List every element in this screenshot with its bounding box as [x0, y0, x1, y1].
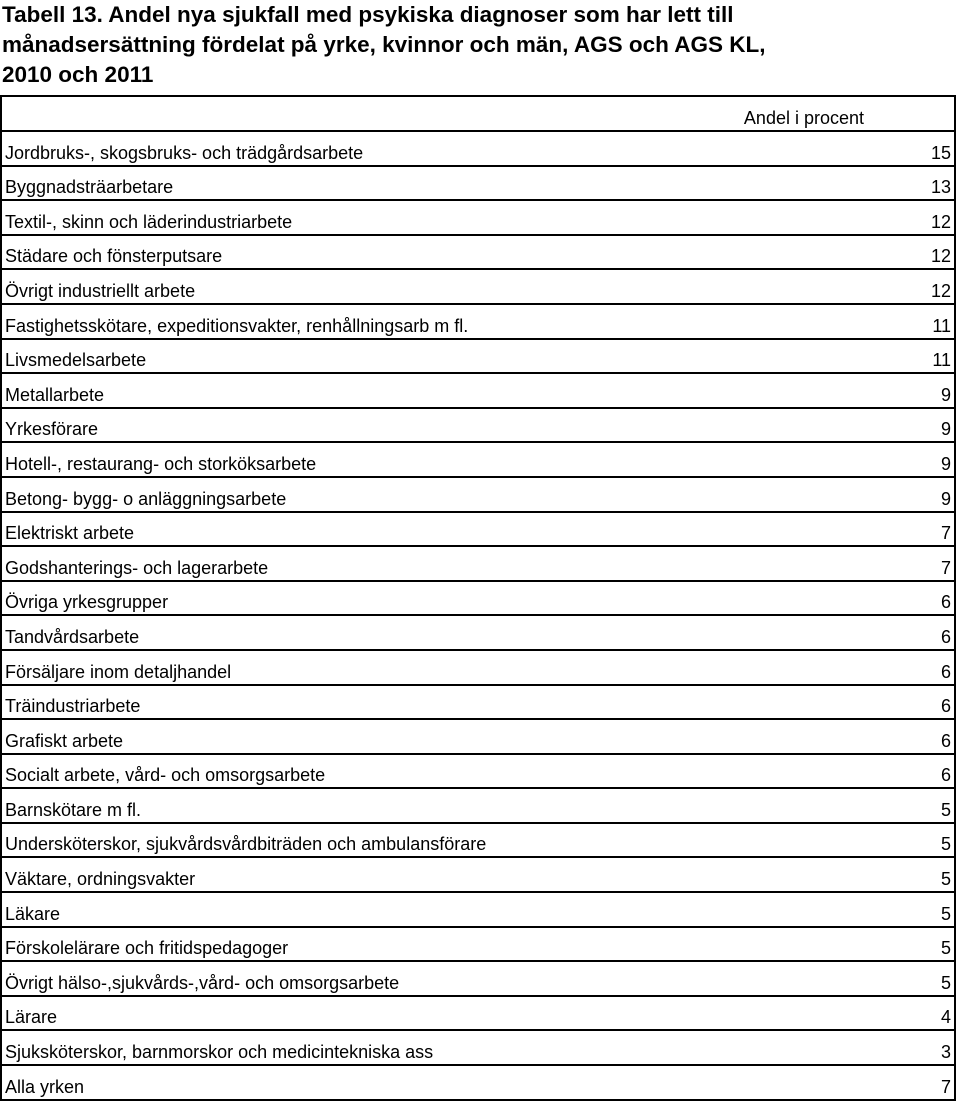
- row-value: 6: [940, 696, 951, 717]
- table-row: [2, 305, 954, 340]
- row-value: 6: [940, 730, 951, 751]
- table-row: [2, 374, 954, 409]
- table-row: [2, 651, 954, 686]
- table-row: [2, 340, 954, 375]
- row-value: 6: [940, 661, 951, 682]
- table-row: [2, 236, 954, 271]
- table-row: [2, 962, 954, 997]
- row-label: Läkare: [5, 903, 61, 924]
- row-label: Alla yrken: [5, 1076, 85, 1097]
- title-line-3: 2010 och 2011: [2, 62, 154, 87]
- table-row: [2, 270, 954, 305]
- row-value: 13: [930, 177, 951, 198]
- row-value: 5: [940, 799, 951, 820]
- row-value: 9: [940, 453, 951, 474]
- row-label: Textil-, skinn och läderindustriarbete: [5, 211, 293, 232]
- column-header-percent: Andel i procent: [743, 108, 864, 128]
- row-label: Städare och fönsterputsare: [5, 246, 223, 267]
- table-body: [2, 132, 954, 1101]
- row-value: 4: [940, 1007, 951, 1028]
- table-row: [2, 409, 954, 444]
- row-value: 5: [940, 869, 951, 890]
- table-row: [2, 582, 954, 617]
- table-row: [2, 443, 954, 478]
- row-value: 12: [930, 246, 951, 267]
- row-label: Förskolelärare och fritidspedagoger: [5, 938, 289, 959]
- row-label: Betong- bygg- o anläggningsarbete: [5, 488, 287, 509]
- table-row: [2, 167, 954, 202]
- row-label: Godshanterings- och lagerarbete: [5, 557, 269, 578]
- row-label: Övrigt hälso-,sjukvårds-,vård- och omsorgsarbete: [5, 972, 400, 993]
- row-label: Träindustriarbete: [5, 696, 141, 717]
- table-row: [2, 893, 954, 928]
- table-row: [2, 755, 954, 790]
- data-table: [0, 95, 956, 1101]
- row-label: Jordbruks-, skogsbruks- och trädgårdsarbete: [5, 142, 364, 163]
- row-value: 7: [940, 557, 951, 578]
- row-label: Hotell-, restaurang- och storköksarbete: [5, 453, 317, 474]
- table-row: [2, 928, 954, 963]
- row-value: 5: [940, 938, 951, 959]
- row-label: Försäljare inom detaljhandel: [5, 661, 232, 682]
- row-label: Tandvårdsarbete: [5, 626, 140, 647]
- table-row: [2, 1031, 954, 1066]
- table-row: [2, 132, 954, 167]
- row-label: Yrkesförare: [5, 419, 99, 440]
- row-value: 9: [940, 419, 951, 440]
- row-value: 7: [940, 1076, 951, 1097]
- row-value: 6: [940, 592, 951, 613]
- row-label: Barnskötare m fl.: [5, 799, 142, 820]
- row-value: 12: [930, 211, 951, 232]
- table-row: [2, 720, 954, 755]
- row-value: 5: [940, 903, 951, 924]
- row-value: 5: [940, 972, 951, 993]
- row-label: Lärare: [5, 1007, 58, 1028]
- table-row: [2, 686, 954, 721]
- row-value: 3: [940, 1042, 951, 1063]
- document-title: [2, 0, 952, 90]
- row-label: Fastighetsskötare, expeditionsvakter, renhållningsarb m fl.: [5, 315, 469, 336]
- table-row: [2, 858, 954, 893]
- table-header-row: [2, 97, 954, 132]
- row-value: 6: [940, 765, 951, 786]
- row-label: Väktare, ordningsvakter: [5, 869, 196, 890]
- row-value: 9: [940, 488, 951, 509]
- row-label: Livsmedelsarbete: [5, 350, 147, 371]
- row-value: 6: [940, 626, 951, 647]
- table-row: [2, 547, 954, 582]
- row-value: 7: [940, 523, 951, 544]
- row-value: 11: [932, 315, 951, 336]
- row-value: 15: [930, 142, 951, 163]
- row-label: Sjuksköterskor, barnmorskor och medicintekniska ass: [5, 1042, 434, 1063]
- row-value: 5: [940, 834, 951, 855]
- row-label: Metallarbete: [5, 384, 105, 405]
- table-row: [2, 616, 954, 651]
- table-row: [2, 997, 954, 1032]
- row-label: Undersköterskor, sjukvårdsvårdbiträden och ambulansförare: [5, 834, 487, 855]
- table-row: [2, 789, 954, 824]
- title-line-2: månadsersättning fördelat på yrke, kvinnor och män, AGS och AGS KL,: [2, 32, 766, 57]
- row-label: Elektriskt arbete: [5, 523, 135, 544]
- row-label: Grafiskt arbete: [5, 730, 124, 751]
- table-row: [2, 478, 954, 513]
- row-label: Övriga yrkesgrupper: [5, 592, 169, 613]
- row-label: Socialt arbete, vård- och omsorgsarbete: [5, 765, 326, 786]
- row-value: 12: [930, 280, 951, 301]
- row-label: Övrigt industriellt arbete: [5, 280, 196, 301]
- row-value: 11: [932, 350, 951, 371]
- table-row: [2, 1066, 954, 1101]
- title-line-1: Tabell 13. Andel nya sjukfall med psykiska diagnoser som har lett till: [2, 2, 734, 27]
- table-row: [2, 824, 954, 859]
- row-label: Byggnadsträarbetare: [5, 177, 174, 198]
- row-value: 9: [940, 384, 951, 405]
- table-row: [2, 201, 954, 236]
- table-row: [2, 513, 954, 548]
